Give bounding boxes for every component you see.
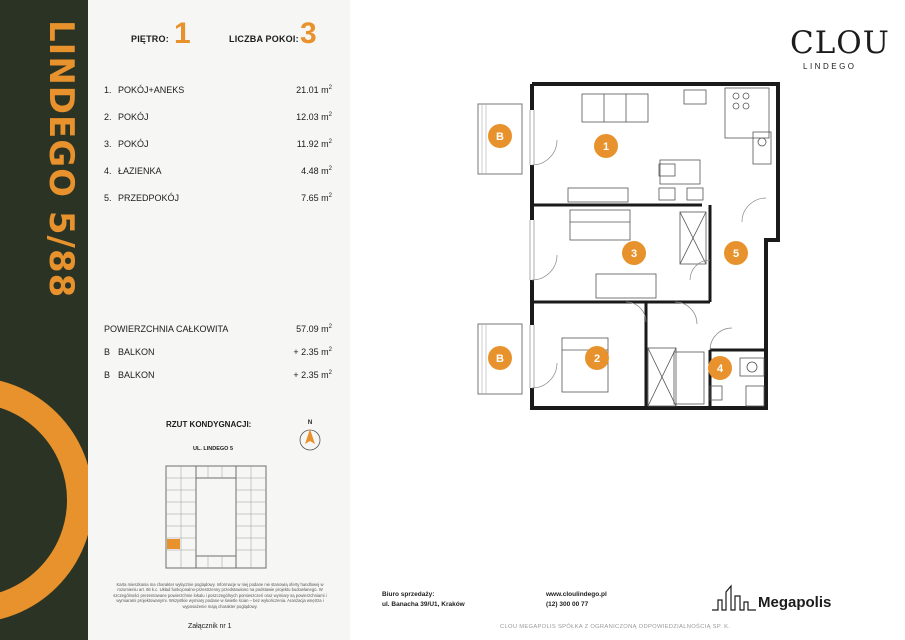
street-label: UL. LINDEGO 5: [193, 446, 234, 452]
decorative-arc: [0, 0, 88, 640]
contact-block: [546, 590, 607, 610]
room-marker-label: 4: [716, 363, 724, 375]
floor-overview-title: RZUT KONDYGNACJI:: [166, 420, 252, 429]
clou-logo-subtitle: LINDEGO: [803, 62, 857, 71]
balcony-code: B: [104, 347, 111, 357]
room-marker-label: 2: [593, 353, 601, 365]
room-name: POKÓJ: [118, 139, 149, 149]
room-row: [104, 112, 332, 126]
website-link[interactable]: www.cloulindego.pl: [546, 591, 607, 598]
rooms-count-label: LICZBA POKOI:: [229, 34, 299, 44]
room-number: 4.: [104, 166, 112, 176]
room-number: 3.: [104, 139, 112, 149]
total-area-label: POWIERZCHNIA CAŁKOWITA: [104, 324, 229, 334]
sales-office-address: ul. Banacha 39/U1, Kraków: [382, 601, 465, 608]
balcony-marker-label: B: [496, 353, 504, 365]
floor-label: PIĘTRO:: [131, 34, 169, 44]
room-marker: [594, 134, 618, 158]
room-area: 7.65 $m^2$: [301, 193, 332, 203]
balcony-label: BALKON: [118, 347, 155, 357]
megapolis-logo: Megapolis: [758, 594, 832, 611]
building-title: LINDEGO 5/88: [41, 20, 81, 299]
balcony-area: + 2.35 $m^2$: [293, 347, 332, 357]
room-area: 12.03 $m^2$: [296, 112, 332, 122]
room-name: PRZEDPOKÓJ: [118, 193, 180, 203]
north-label: N: [307, 420, 313, 426]
selected-unit-marker: [167, 539, 180, 549]
total-area-row: [104, 324, 332, 334]
room-area: 21.01 $m^2$: [296, 85, 332, 95]
room-number: 2.: [104, 112, 112, 122]
room-name: ŁAZIENKA: [118, 166, 162, 176]
company-name: CLOU MEGAPOLIS SPÓŁKA Z OGRANICZONĄ ODPOWIEDZIALNOŚCIĄ SP. K.: [500, 624, 731, 630]
balcony-area: + 2.35 $m^2$: [293, 370, 332, 380]
balcony-marker-label: B: [496, 131, 504, 143]
total-area-value: 57.09 $m^2$: [296, 324, 332, 334]
sales-office-block: [382, 590, 465, 610]
room-row: [104, 139, 332, 153]
floor-value: 1: [174, 17, 191, 50]
room-number: 5.: [104, 193, 112, 203]
room-marker-label: 1: [602, 141, 610, 153]
room-name: POKÓJ+ANEKS: [118, 85, 185, 95]
room-marker: [488, 124, 512, 148]
disclaimer-text: Karta mieszkania ma charakter wyłącznie poglądowy. Informacje w niej podane nie stanowią oferty handlowej w rozumieniu art. 66 k.c. Układ funkcjonalno-przestrzenny przedstawiono na podstawie projektu budowlanego. W szczególności prezentowane powierzchnie lokalu i poszczególnych pomieszczeń oraz wymiary są powierzchniami i wymiarami projektowanymi. Wszystkie wymiary podane w świetle ścian – bez wykończenia. Aranżacja wnętrza i wyposażenie mają charakter poglądowy.: [113, 582, 327, 609]
room-marker: [488, 346, 512, 370]
room-marker: [585, 346, 609, 370]
balcony-row: [104, 370, 332, 380]
north-compass-icon: [296, 416, 324, 456]
room-marker-label: 3: [630, 248, 638, 260]
room-marker: [708, 356, 732, 380]
room-row: [104, 85, 332, 99]
room-marker-label: 5: [732, 248, 740, 260]
room-area: 4.48 $m^2$: [301, 166, 332, 176]
balcony-row: [104, 347, 332, 357]
room-row: [104, 193, 332, 207]
balcony-code: B: [104, 370, 111, 380]
apartment-floor-plan: [470, 70, 790, 420]
megapolis-skyline-icon: [712, 584, 756, 612]
room-row: [104, 166, 332, 180]
room-area: 11.92 $m^2$: [296, 139, 332, 149]
room-marker: [622, 241, 646, 265]
clou-logo: CLOU: [790, 25, 890, 61]
sidebar: [0, 0, 88, 640]
sales-office-label: Biuro sprzedaży:: [382, 591, 435, 598]
building-floor-overview-map: [158, 462, 280, 574]
balcony-label: BALKON: [118, 370, 155, 380]
phone-number: (12) 300 00 77: [546, 601, 589, 608]
room-marker: [724, 241, 748, 265]
room-name: POKÓJ: [118, 112, 149, 122]
room-number: 1.: [104, 85, 112, 95]
rooms-count-value: 3: [300, 17, 317, 50]
attachment-label: Załącznik nr 1: [188, 623, 232, 630]
